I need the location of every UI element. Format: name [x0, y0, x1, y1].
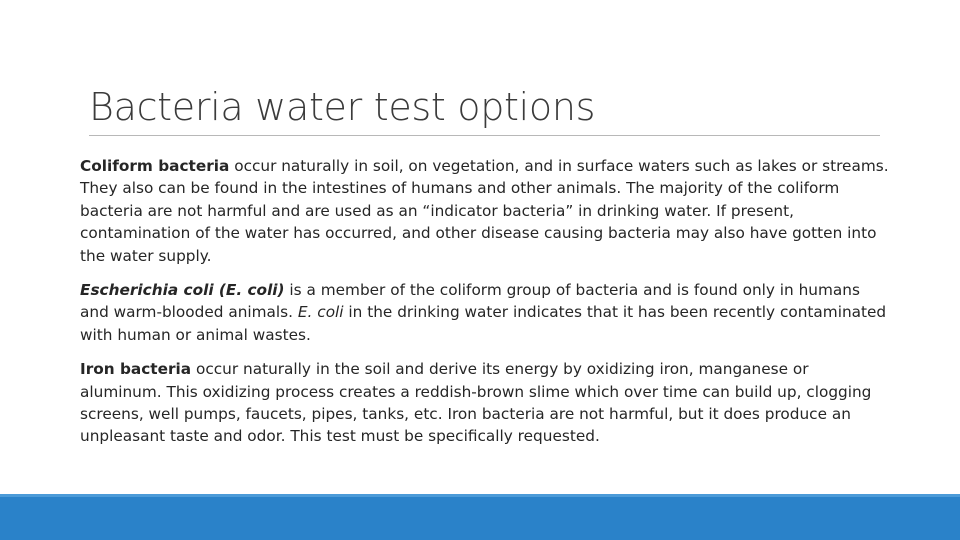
term-iron-bacteria: Iron bacteria — [80, 360, 192, 379]
paragraph-iron — [80, 358, 892, 448]
paragraph-text: is a member of the coliform group of bacteria and is found only in humans and warm-blooded animals. — [80, 281, 860, 322]
paragraph-coliform — [80, 155, 892, 267]
slide-body — [80, 155, 892, 460]
term-escherichia-coli: Escherichia coli (E. coli) — [80, 281, 285, 300]
slide-title: Bacteria water test options — [89, 85, 596, 129]
term-ecoli-italic: E. coli — [297, 303, 344, 322]
footer-accent-bar — [0, 497, 960, 540]
title-divider — [89, 135, 880, 136]
paragraph-text: occur naturally in the soil and derive its energy by oxidizing iron, manganese or aluminum. This oxidizing process creates a reddish-brown slime which over time can build up, clogging screens, well pumps, faucets, pipes, tanks, etc. Iron bacteria are not harmful, but it does produce an unpleasant taste and odor. This test must be specifically requested. — [80, 360, 872, 446]
term-coliform-bacteria: Coliform bacteria — [80, 157, 230, 175]
paragraph-text: in the drinking water indicates that it has been recently contaminated with human or animal wastes. — [80, 303, 887, 344]
paragraph-text: occur naturally in soil, on vegetation, and in surface waters such as lakes or streams. They also can be found in the intestines of humans and other animals. The majority of the coliform bacteria are not harmful and are used as an “indicator bacteria” in drinking water. If present, contamination of the water has occurred, and other disease causing bacteria may also have gotten into the water supply. — [80, 157, 889, 265]
paragraph-ecoli — [80, 279, 892, 346]
